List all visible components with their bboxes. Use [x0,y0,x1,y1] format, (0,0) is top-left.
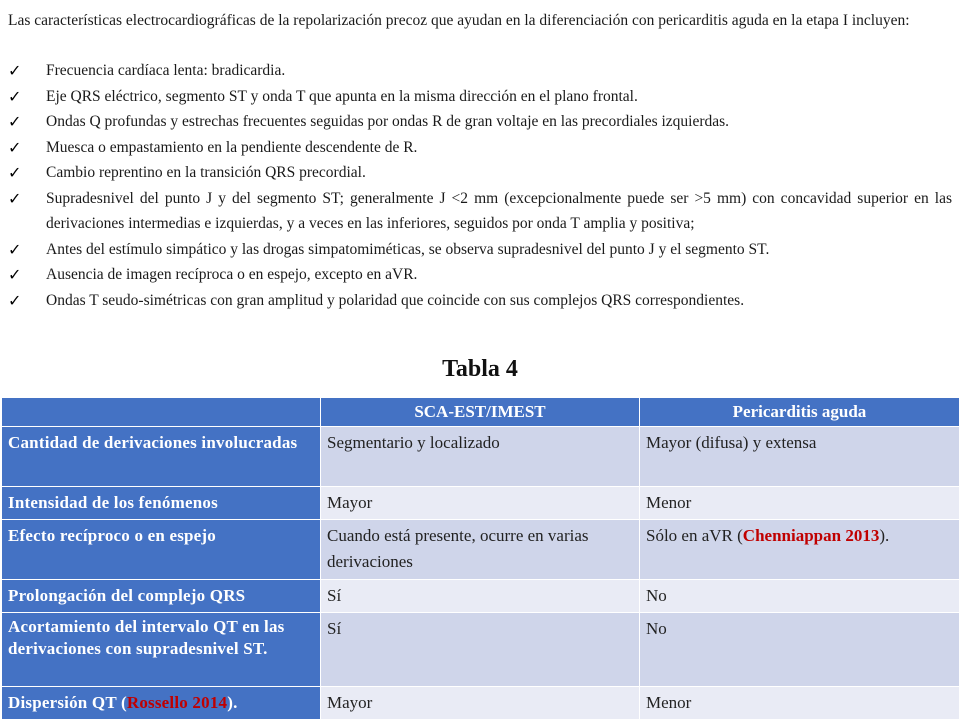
check-mark-icon: ✓ [8,239,22,259]
intro-paragraph: Las características electrocardiográficas de la repolarización precoz que ayudan en la diferenciación con pericarditis aguda en la etapa I incluyen: [8,12,910,29]
reference-link[interactable]: Chenniappan 2013 [742,526,880,545]
list-item [8,135,952,161]
list-item [8,237,952,263]
list-item [8,186,952,237]
cell-sca: Mayor [321,687,640,720]
list-item-text: Ondas T seudo-simétricas con gran amplitud y polaridad que coincide con sus complejos QRS correspondientes. [46,291,745,309]
cell-sca: Mayor [321,487,640,520]
check-mark-icon: ✓ [8,188,22,208]
cell-text: ). [879,526,890,545]
list-item-text: Cambio reprentino en la transición QRS precordial. [46,164,366,181]
list-item-text: Ausencia de imagen recíproca o en espejo, excepto en aVR. [46,266,418,283]
check-mark-icon: ✓ [8,137,22,157]
row-label: Acortamiento del intervalo QT en las derivaciones con supradesnivel ST. [2,613,321,687]
cell-pericarditis: No [640,580,960,613]
cell-sca: Sí [321,580,640,613]
reference-link[interactable]: Rossello 2014 [126,693,228,712]
list-item [8,84,952,110]
cell-sca: Sí [321,613,640,687]
table-row [2,520,960,580]
header-sca-est: SCA-EST/IMEST [321,398,640,427]
check-mark-icon: ✓ [8,112,22,131]
row-label-text: ). [227,693,238,712]
header-pericarditis: Pericarditis aguda [640,398,960,427]
check-mark-icon: ✓ [8,61,22,80]
table-row [2,613,960,687]
list-item-text: Supradesnivel del punto J y del segmento ST; generalmente J <2 mm (excepcionalmente puede ser >5 mm) con concavidad superior en las derivaciones intermedias e izquierdas, y a veces en las inferiores, seguidos por onda T amplia y positiva; [46,189,952,232]
list-item-text: Frecuencia cardíaca lenta: bradicardia. [46,62,286,79]
list-item [8,288,952,314]
table-row [2,687,960,720]
row-label-text: Dispersión QT ( [8,693,127,712]
cell-pericarditis: Menor [640,687,960,720]
cell-pericarditis: Mayor (difusa) y extensa [640,427,960,487]
list-item-text: Eje QRS eléctrico, segmento ST y onda T que apunta en la misma dirección en el plano frontal. [46,87,638,105]
list-item [8,109,952,135]
cell-pericarditis: No [640,613,960,687]
cell-sca: Cuando está presente, ocurre en varias derivaciones [321,520,640,580]
row-label: Intensidad de los fenómenos [2,487,321,520]
list-item [8,160,952,186]
row-label: Efecto recíproco o en espejo [2,520,321,580]
cell-pericarditis [640,520,960,580]
row-label [2,687,321,720]
cell-pericarditis: Menor [640,487,960,520]
header-empty [2,398,321,427]
table-row [2,487,960,520]
check-mark-icon: ✓ [8,86,22,106]
list-item-text: Ondas Q profundas y estrechas frecuentes seguidas por ondas R de gran voltaje en las precordiales izquierdas. [46,113,730,130]
table-row [2,580,960,613]
table-row [2,427,960,487]
table-header-row [2,398,960,427]
row-label: Cantidad de derivaciones involucradas [2,427,321,487]
cell-text: Sólo en aVR ( [646,526,743,545]
row-label: Prolongación del complejo QRS [2,580,321,613]
check-mark-icon: ✓ [8,163,22,182]
list-item [8,262,952,288]
table-title: Tabla 4 [442,356,518,382]
check-mark-icon: ✓ [8,290,22,310]
comparison-table [1,397,960,720]
list-item [8,58,952,84]
criteria-list [8,58,952,313]
list-item-text: Muesca o empastamiento en la pendiente descendente de R. [46,138,418,156]
check-mark-icon: ✓ [8,265,22,284]
list-item-text: Antes del estímulo simpático y las drogas simpatomiméticas, se observa supradesnivel del punto J y el segmento ST. [46,240,770,258]
cell-sca: Segmentario y localizado [321,427,640,487]
